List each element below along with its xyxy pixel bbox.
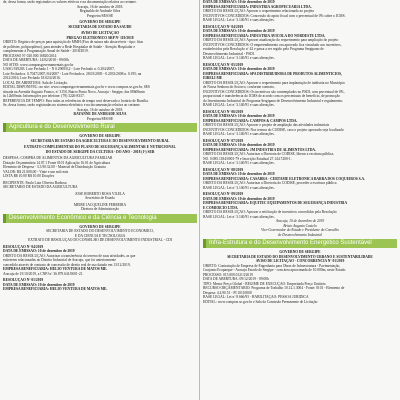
text-line: GOVERNO DE SERGIPE [79,134,121,138]
text-line: OBJETO DA RESOLUÇÃO: Autorizar a Diretoria de CODISE, liberar a escritura pública, [203,152,334,156]
text-line: E DA CIÊNCIA E TECNOLOGIA [74,233,126,238]
text-line: INCENTIVOS CONCEDIDOS: Nos termos do CODISE, caso o projeto aprovado seja localizado [203,127,344,132]
text-line: EMPRESA BENEFICIÁRIA: HÉLIO VENTURA DE MATOS ME. [3,267,108,271]
text-line: Reginaldo de Andrade Silva [79,9,121,13]
section-header: Agricultura e do Desenvolvimento Rural [3,123,197,132]
text-line: INCENTIVOS CONCEDIDOS: Os incentivos são contemplados no PSDI, com percentual de 0%, [203,89,345,94]
text-line: PROCESSO: 015.000.01213/2019 [203,272,253,277]
text-line: DESPESA: COMPRA DE ALIMENTOS DA AGRICULTURA FAMILIAR [3,156,113,160]
text-line: OBJETO DA RESOLUÇÃO: Aprovar o requerimento para implantação de indústria no Município [203,80,345,85]
text-line: Aracaju, 16 de outubro de 2018. [76,4,124,9]
text-line: do Investimento Industrial do Programa Sergipano de Desenvolvimento Industrial e regulamento. [203,98,344,103]
text-line: EXTRATO COMPLEMENTAR DO PLANO DE SEGURANÇA ALIMENTAR E NUTRICIONAL [24,145,176,149]
text-line: DATA DE EMISSÃO: 10 de dezembro de 2019 [203,172,275,176]
section-header: Desenvolvimento Econômico e da Ciência e Tecnologia [3,214,197,223]
text-line: EMPRESA BENEFICIÁRIA: CASARRA - CERTAME ELETRÔNICA BARRA DOS COQUEIROS S.A. [203,176,366,181]
text-line: BASE LEGAL: Lei nº 3.140/91 e suas alterações. [203,18,275,22]
text-line: RESOLUÇÃO Nº 09/2019 [203,192,244,196]
text-line: BASE LEGAL: Lei nº 3.140/91 e suas alterações. [203,56,275,60]
text-line: Elemento de Despesa - 3.3.90.32.00 - Material de Distribuição Gratuita [3,165,106,169]
text-line: RESOLUÇÃO Nº 06/2019 [203,109,244,114]
text-line: Se, dessa forma, serão registradas no sistema eletrônico e na documentação relativa ao certame. [3,103,141,107]
text-line: OBJETO DA RESOLUÇÃO: Aprovar o requerimento relacionado ao projeto [203,9,315,13]
text-line: EMPRESA BENEFICIÁRIA: CAMPOS & CAMPOS LTDA. [203,118,298,123]
text-line: Pregoeira/SES/SE [86,116,114,121]
text-line: RESOLUÇÃO Nº 08/2019 [203,167,244,172]
text-line: INCENTIVOS CONCEDIDOS: O empreendimento ora aprovado fica vinculado aos incentivos, [203,42,342,47]
text-line: situada na Avenida Augusto Franco, nº 3150, Bairro Ponto Novo, Aracaju - Sergipe, das 08h00min [3,89,145,94]
text-line: Desenvolvimento Industrial - PSDI. [203,51,255,56]
text-line: SECRETARIA DE ESTADO DA AGRICULTURA E DO DESENVOLVIMENTO RURAL [30,138,170,143]
text-line: Lote Fechado n. 0.7047/2007,/04/2007 - Lote Fechado n. 28.03/2005 - 0.2033/2008 n. 0.195; na [3,71,142,76]
text-line: concedido através de contrato de concessão de direito real de uso datado em 13/12/2019, [3,262,131,267]
text-line: DO ESTADO DE SERGIPE DA CULTURA - DO ANO - 2018 (1ª) SEB [45,149,155,154]
text-line: Despesa: 4.4.90.51 - PI 10110000 [203,290,252,295]
text-line: UASG 929203. Lote Fechado 1 - N 0.2908/0,2 - Lote Fechado n. 0.204/2007, [3,67,115,71]
text-line: EMPRESA BENEFICIÁRIA: JM INDÚSTRIA DE ALIMENTOS LTDA. [203,147,316,152]
right-column [203,0,397,400]
signature-line: Aracaju, 10 de dezembro de 2019 [275,219,325,223]
text-line: proporcional e transferência do ICMS de acordo com os percentuais de benefício, de promoção [203,94,340,98]
text-line: SECRETARIA DE ESTADO DA SAÚDE [68,24,132,29]
text-line: EMPRESA BENEFICIÁRIA: INDÚSTRIA AGROPECUÁRIA LTDA. [203,4,312,9]
text-line: estabelecidos pela Resolução nº 42 e passa a ser regido pelo Programa Sergipano de [203,47,324,51]
text-line: BASE LEGAL: Lei nº 3.140/91 e suas alterações. [203,161,275,165]
text-line: EMPRESA BENEFICIÁRIA: SPA DISTRIBUIDORA DE PRODUTOS ALIMENTÍCIOS, [203,71,342,76]
signature-line: de Desenvolvimento Industrial [277,232,323,237]
text-line: REFERÊNCIA DE TEMPO: Para todas as referências de tempo será observado o horário de Brasília. [3,98,149,103]
text-line: RECURSO ORÇAMENTÁRIO: Programa de Trabalho 10.12.1.3004 - Fonte: 0101 - Elemento de [203,286,345,290]
text-line: Dotação Orçamentária 14.07.1 Fonte 0101 Aplicação 16.01 de Agricultura [3,160,111,165]
text-line: MEIRE JACQUELINE FERREIRA [73,202,127,207]
text-line: Secretário de Estado [85,196,115,200]
text-line: OBJETO DA RESOLUÇÃO: Autorizar a Diretoria do CODISE, proceder a escritura pública [203,181,337,185]
text-line: DATA DE EMISSÃO: 10 de dezembro de 2019 [203,67,275,71]
text-line: AVISO DE LICITAÇÃO [80,31,120,35]
text-line: de Nossa Senhora do Socorro, conforme contrato, [203,85,275,89]
text-line: EDITAL DISPONÍVEL: no site: www.comprasgovernamentais.gov.br e www.compras.se.gov.br, SES [3,85,150,89]
text-line: BASE LEGAL: Lei nº 3.140/91 e suas alterações. [203,132,275,136]
text-line: RESOLUÇÃO Nº 01/2019 [3,278,44,282]
text-line: INCENTIVOS CONCEDIDOS: Concessão do apoio fiscal com o percentual de 0% sobre o ICMS. [203,13,346,18]
text-line: BASE LEGAL: Lei nº 3.140/91 e suas alterações. [203,214,275,219]
text-line: de, dessa forma, serão registrados os valores efetivos e na documentação relativa ao certame. [3,0,137,4]
text-line: SECRETÁRIO DE ESTADO DA AGRICULTURA [3,185,78,189]
text-line: BASE LEGAL: Lei nº 3.140/91 e suas alterações. [203,185,275,190]
text-line: DATA DE EMISSÃO: 10 de dezembro de 2019 [203,143,275,147]
text-line: EIRELI ME [203,76,223,80]
text-line: GOVERNO DE SERGIPE [279,250,321,254]
text-line: BASE LEGAL: Lei nº 3.140/91 e suas alterações. [203,103,275,107]
text-line: OBJETO DA RESOLUÇÃO: Autorizar a transferência do terreno de suas atividades, as que [3,253,136,258]
text-line: OBJETO: Registro de preços para aquisição de MMH (Fios de sutura não absorvíveis - tipo: fitas [3,40,143,44]
text-line: NO. 0.085.1184/0001-79 e Inscrição Estadual 27.144.7200-1. [203,156,292,161]
text-line: NO SITIO: www.comprasgovernamentais.gov.br [3,62,74,67]
text-line: OBJETO DA RESOLUÇÃO: Aprovar a retificação de incentivos concedidos pela Resolução [203,210,337,214]
text-line: EMPRESA BENEFICIÁRIA: INDÚSTRIA AVÍCOLA DO NORDESTE LTDA. [203,33,326,38]
text-line: Conjunto Ecoparque - Aracaju Estado de Sergipe - com área aproximada de 10.000m, neste Estado. [203,268,347,272]
text-line: GOVERNO DE SERGIPE [79,20,121,24]
text-line: VALOR: R$ 21.000,00 - Vinte e um mil reais [3,169,69,174]
text-line: DATA DE EMISSÃO: 10 de dezembro de 2019 [3,249,75,253]
text-line: EMPRESA BENEFICIÁRIA: EQUITEC EQUIPAMENTOS DE SEGURANÇA INDÚSTRIA [203,201,348,205]
text-line: Pregoeiro/SES/SE [86,13,114,18]
text-line: EXTRATO DE RESOLUÇÃO DO CONSELHO DE DESENVOLVIMENTO INDUSTRIAL - CDI [28,238,172,242]
text-line: AVISO DE LICITAÇÃO - CONCORRÊNCIA Nº 01/2019 [255,259,345,263]
signature-line: Brisio Augusto Castelo [283,223,317,228]
text-line: DATA DE EMISSÃO: 10 de dezembro de 2019 [203,0,275,4]
text-line: JOSÉ ROBERTO ROSA VILELA [75,191,125,196]
text-line: BASE LEGAL: Lei nº 8.666/93 - HABILITAÇÃO: PESSOA JURÍDICA [203,295,309,299]
text-line: às 12h00min. Informações por telefone: (79) 3226-8337. [3,94,85,98]
text-line: GOVERNO DE SERGIPE [79,224,121,229]
text-line: DATA DE ABERTURA: 09/12/2019 - 09:00h [203,277,269,281]
text-line: estiverem relacionadas no Distrito Industrial de Aracaju, que foi anteriormente [3,258,116,262]
text-line: PROCESSO Nº 020.000.16820/2014 [3,53,57,58]
text-line: EMPRESA BENEFICIÁRIA: HÉLIO VENTURA DE MATOS ME. [3,287,108,291]
text-line: OBJETO DA RESOLUÇÃO: Aprovar o projeto de ampliação das atividades industriais [203,123,330,127]
text-line: RESOLUÇÃO Nº 05/2019 [203,62,244,67]
text-line: E COMÉRCIO LTDA. [203,205,239,210]
text-line: DATA DE EMISSÃO: 10 de dezembro de 2019 [203,29,275,33]
text-line: de poliéster, polipropileno), para atender a Rede Hospitalar de Saúde - Atenção Hospitalar e [3,44,136,49]
text-line: DATA DE ABERTURA: 14/02/2018 - 09:00h [3,58,69,62]
left-column [3,0,197,400]
text-line: Aracaju, 16 de outubro de 2018. [76,107,124,112]
text-line: PREGÃO ELETRÔNICO SRP Nº 119/2018 [66,35,134,40]
text-line: 2012/2016, Lote Fechado 18.02/4/2016. [3,76,61,80]
text-line: RESOLUÇÃO Nº 04/2019 [3,244,44,249]
text-line: complementar à Programação Anual de Saúde - 2018/2019. [3,49,89,53]
text-line: OBJETO: Contratação de Empresa de Engenharia para Obras de Infraestrutura - Pavimentação, [203,263,341,268]
text-line: TIPO: Menor Preço Global - REGIME DE EXECUÇÃO: Empreitada Preço Unitário [203,281,326,286]
text-line: RECIPIENTE: Paulo Luiz Oliveira Barbosa [3,180,67,185]
text-line: RESOLUÇÃO Nº 04/2019 [203,24,244,29]
text-line: DATA DE EMISSÃO: 10 de dezembro de 2019 [3,282,75,287]
text-line: Diretora de Administração [80,207,120,211]
text-line: SECRETARIA DE ESTADO DO DESENVOLVIMENTO ECONÔMICO, [46,229,154,233]
column-divider [199,0,200,400]
text-line: DATA DE EMISSÃO: 10 de dezembro de 2019 [203,114,275,118]
text-line: LOCAL DE ABERTURA: Sala de Licitação. [3,80,68,85]
text-line: RESOLUÇÃO Nº 07/2019 [203,138,244,143]
text-line: LISTA R$ 10.00 R$ 10.00 Doações [3,174,55,178]
text-line: DATA DE EMISSÃO: 10 de dezembro de 2019 [203,196,275,201]
text-line: Aracaju de 15/10/2019, a CNPJ nº 36.879.641/0001-21. [3,271,84,276]
section-header: Infra-Estrutura e do Desenvolvimento Energético Sustentável [203,239,397,248]
text-line: SECRETARIA DE ESTADO DO DESENVOLVIMENTO URBANO E SUSTENTABILIDADE [227,254,373,259]
text-line: EDITAL: www.compras.se.gov.br e Sala da Comissão Permanente de Licitação [203,299,318,304]
text-line: RAYANNE DE ANDRADE SILVA [73,112,127,116]
signature-line: Vice-Governador do Estado e Presidente do Conselho [261,228,339,232]
text-line: OBJETO DA RESOLUÇÃO: Aprovar atualização do requerimento para ampliação do projeto [203,38,339,42]
